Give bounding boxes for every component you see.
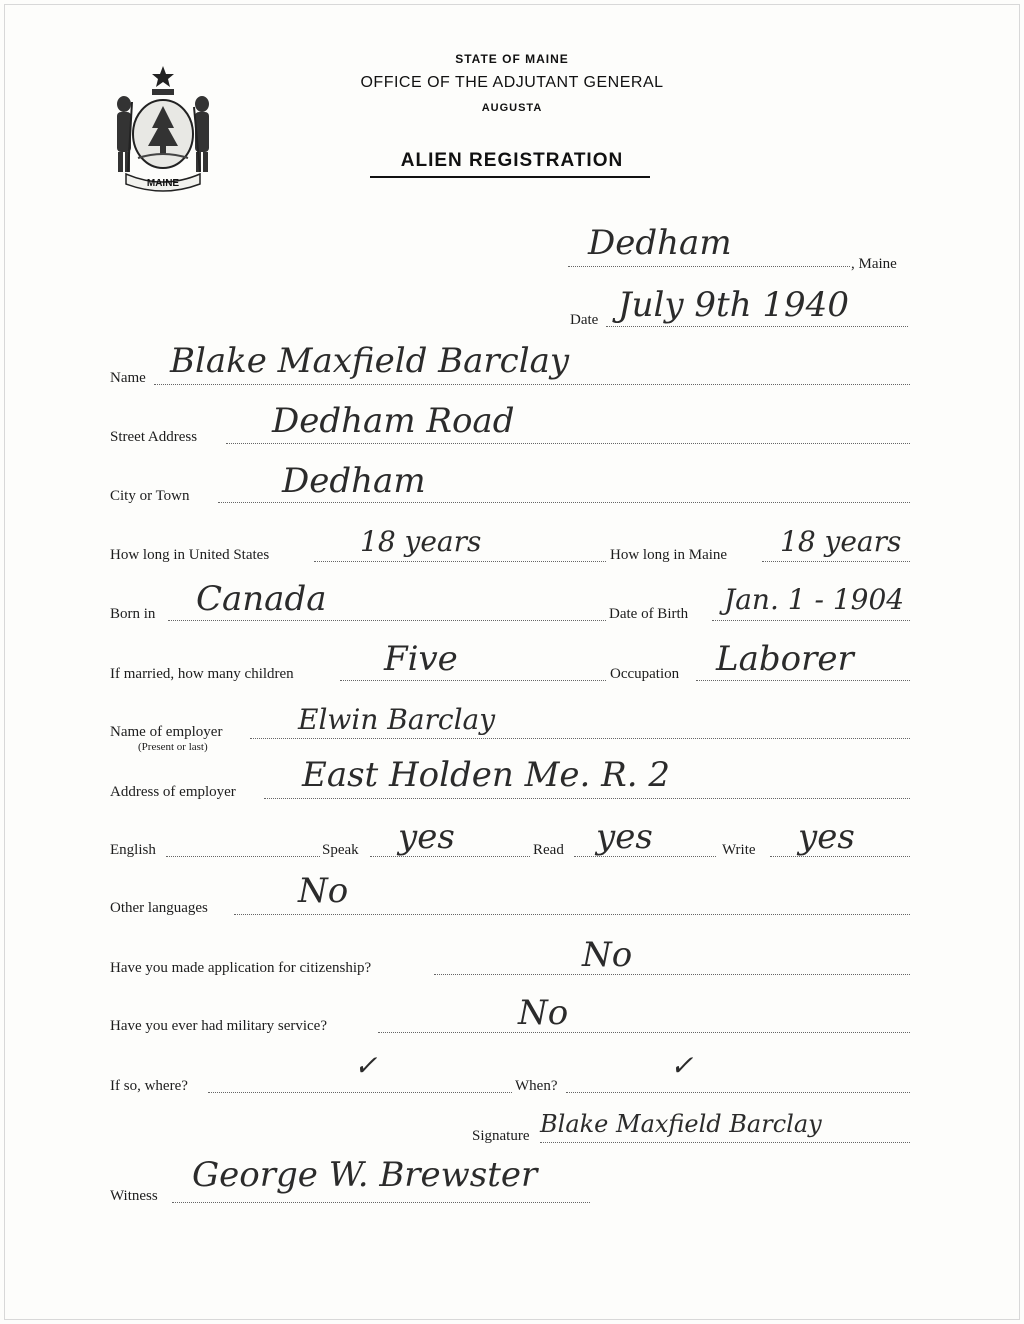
other-languages-label: Other languages	[110, 900, 208, 916]
born-in-line	[168, 620, 606, 621]
occupation-line	[696, 680, 910, 681]
place-line	[568, 266, 850, 267]
employer-note: (Present or last)	[138, 741, 208, 753]
office-heading: OFFICE OF THE ADJUTANT GENERAL	[360, 74, 664, 91]
city-line	[218, 502, 910, 503]
signature-line	[540, 1142, 910, 1143]
employer-address-value: East Holden Me. R. 2	[302, 755, 670, 795]
other-languages-line	[234, 914, 910, 915]
born-in-label: Born in	[110, 606, 156, 622]
children-line	[340, 680, 606, 681]
how-long-maine-label: How long in Maine	[610, 547, 728, 563]
when-value: ✓	[670, 1049, 694, 1082]
employer-label: Name of employer	[110, 724, 223, 740]
citizenship-line	[434, 974, 910, 975]
state-heading: STATE OF MAINE	[455, 52, 569, 66]
witness-value: George W. Brewster	[192, 1155, 538, 1195]
name-line	[154, 384, 910, 385]
children-label: If married, how many children	[110, 666, 294, 682]
date-label: Date	[570, 312, 599, 328]
maine-label: , Maine	[851, 256, 897, 272]
write-label: Write	[722, 842, 756, 858]
witness-label: Witness	[110, 1188, 158, 1204]
if-so-where-label: If so, where?	[110, 1078, 188, 1094]
name-value: Blake Maxfield Barclay	[170, 341, 570, 381]
street-label: Street Address	[110, 429, 198, 445]
dob-line	[712, 620, 910, 621]
city-heading: AUGUSTA	[481, 102, 543, 114]
how-long-us-line	[314, 561, 606, 562]
where-value: ✓	[354, 1049, 378, 1082]
dob-label: Date of Birth	[609, 606, 689, 622]
speak-value: yes	[398, 817, 455, 857]
military-line	[378, 1032, 910, 1033]
how-long-us-label: How long in United States	[110, 547, 270, 563]
when-line	[566, 1092, 910, 1093]
name-label: Name	[110, 370, 146, 386]
english-label: English	[110, 842, 156, 858]
write-value: yes	[798, 817, 855, 857]
place-value: Dedham	[588, 223, 732, 263]
employer-line	[250, 738, 910, 739]
page-border	[4, 4, 1020, 1320]
city-label: City or Town	[110, 488, 190, 504]
dob-value: Jan. 1 - 1904	[724, 583, 905, 616]
street-line	[226, 443, 910, 444]
citizenship-label: Have you made application for citizenship?	[110, 960, 372, 976]
occupation-value: Laborer	[716, 639, 854, 679]
read-label: Read	[533, 842, 564, 858]
military-label: Have you ever had military service?	[110, 1018, 327, 1034]
signature-label: Signature	[472, 1128, 530, 1144]
witness-line	[172, 1202, 590, 1203]
how-long-us-value: 18 years	[360, 525, 482, 558]
date-line	[606, 326, 908, 327]
where-line	[208, 1092, 512, 1093]
born-in-value: Canada	[196, 579, 327, 619]
speak-label: Speak	[322, 842, 359, 858]
english-line	[166, 856, 320, 857]
employer-address-line	[264, 798, 910, 799]
street-value: Dedham Road	[272, 401, 515, 441]
how-long-maine-line	[762, 561, 910, 562]
employer-value: Elwin Barclay	[298, 703, 496, 736]
form-title: ALIEN REGISTRATION	[400, 150, 624, 171]
military-value: No	[518, 993, 569, 1033]
title-underline	[370, 176, 650, 178]
occupation-label: Occupation	[610, 666, 680, 682]
how-long-maine-value: 18 years	[780, 525, 902, 558]
signature-value: Blake Maxfield Barclay	[540, 1110, 822, 1138]
date-value: July 9th 1940	[618, 285, 849, 325]
read-value: yes	[596, 817, 653, 857]
city-value: Dedham	[282, 461, 426, 501]
other-languages-value: No	[298, 871, 349, 911]
when-label: When?	[515, 1078, 558, 1094]
citizenship-value: No	[582, 935, 633, 975]
employer-address-label: Address of employer	[110, 784, 236, 800]
seal-banner-text: MAINE	[146, 178, 180, 189]
children-value: Five	[384, 639, 458, 679]
